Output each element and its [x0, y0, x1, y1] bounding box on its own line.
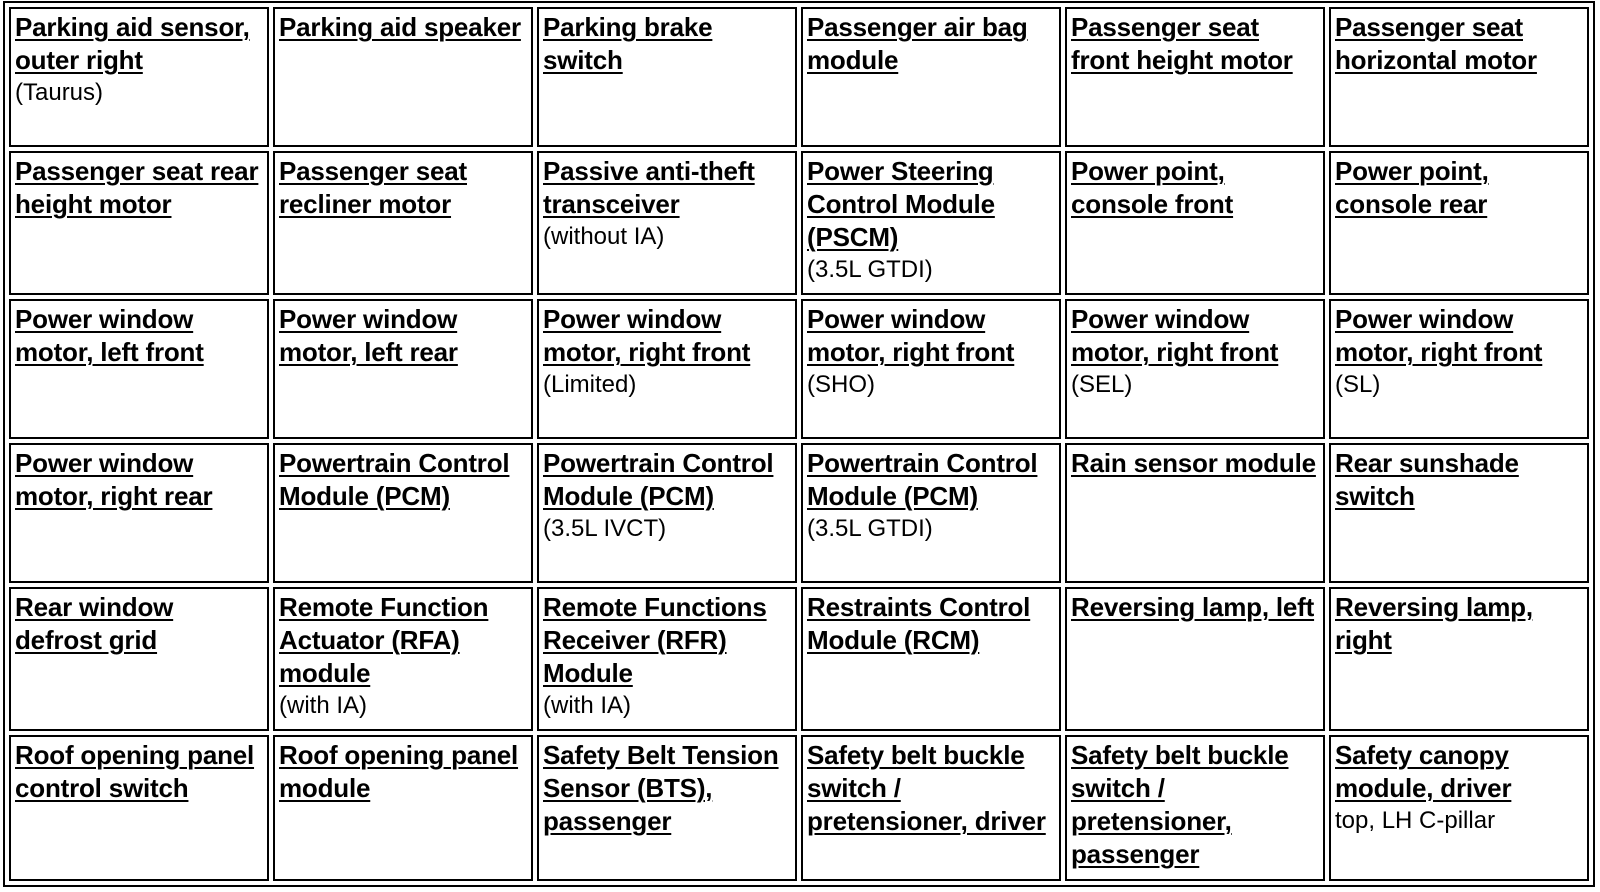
table-cell — [801, 151, 1061, 295]
table-row — [9, 7, 1589, 147]
table-cell — [537, 735, 797, 881]
table-cell — [801, 735, 1061, 881]
component-link[interactable]: Passenger seat front height motor — [1071, 12, 1293, 75]
component-link[interactable]: Rear window defrost grid — [15, 591, 174, 655]
component-note: (3.5L GTDI) — [807, 514, 933, 542]
table-cell — [1329, 443, 1589, 583]
component-link[interactable]: Safety Belt Tension Sensor (BTS), passenger — [543, 739, 779, 836]
table-row — [9, 735, 1589, 881]
table-cell — [537, 7, 797, 147]
component-link[interactable]: Powertrain Control Module (PCM) — [543, 447, 774, 511]
table-row — [9, 587, 1589, 731]
table-cell — [1065, 299, 1325, 439]
component-link[interactable]: Powertrain Control Module (PCM) — [279, 447, 510, 511]
component-link[interactable]: Power window motor, left front — [15, 303, 204, 367]
component-link[interactable]: Remote Function Actuator (RFA) module — [279, 591, 489, 688]
table-cell — [9, 443, 269, 583]
component-link[interactable]: Power window motor, right front — [1071, 303, 1279, 367]
component-link[interactable]: Safety canopy module, driver — [1335, 739, 1512, 803]
component-note: (3.5L GTDI) — [807, 255, 933, 283]
table-cell — [9, 299, 269, 439]
table-cell — [273, 7, 533, 147]
component-link[interactable]: Safety belt buckle switch / pretensioner, driver — [807, 739, 1046, 836]
table-cell — [537, 443, 797, 583]
component-link[interactable]: Passenger seat rear height motor — [15, 155, 259, 219]
component-note: top, LH C-pillar — [1335, 806, 1496, 834]
table-cell — [801, 299, 1061, 439]
component-link[interactable]: Power point, console front — [1071, 155, 1234, 219]
component-note: (Limited) — [543, 370, 637, 398]
table-row — [9, 151, 1589, 295]
component-link[interactable]: Parking brake switch — [543, 12, 713, 75]
component-link[interactable]: Roof opening panel control switch — [15, 739, 255, 803]
component-link[interactable]: Rear sunshade switch — [1335, 447, 1519, 511]
component-link[interactable]: Reversing lamp, right — [1335, 591, 1533, 655]
table-cell — [537, 151, 797, 295]
table-cell — [9, 7, 269, 147]
table-cell — [1329, 735, 1589, 881]
component-note: (SL) — [1335, 370, 1381, 398]
component-note: (Taurus) — [15, 79, 104, 106]
component-link[interactable]: Passenger air bag module — [807, 12, 1028, 75]
component-link[interactable]: Reversing lamp, left — [1071, 591, 1315, 622]
table-row — [9, 299, 1589, 439]
table-cell — [273, 299, 533, 439]
component-link[interactable]: Parking aid sensor, outer right — [15, 12, 250, 75]
component-link[interactable]: Power point, console rear — [1335, 155, 1489, 219]
component-note: (SHO) — [807, 370, 875, 398]
table-cell — [1329, 151, 1589, 295]
table-cell — [537, 299, 797, 439]
component-link[interactable]: Power window motor, right front — [1335, 303, 1543, 367]
table-cell — [1065, 7, 1325, 147]
table-cell — [801, 443, 1061, 583]
component-note: (3.5L IVCT) — [543, 514, 667, 542]
component-note: (SEL) — [1071, 370, 1133, 398]
component-link[interactable]: Restraints Control Module (RCM) — [807, 591, 1031, 655]
table-cell — [273, 735, 533, 881]
component-link[interactable]: Passenger seat recliner motor — [279, 155, 467, 219]
component-link[interactable]: Power window motor, left rear — [279, 303, 458, 367]
table-cell — [1065, 443, 1325, 583]
table-row — [9, 443, 1589, 583]
table-cell — [9, 735, 269, 881]
table-cell — [1329, 299, 1589, 439]
table-cell — [801, 7, 1061, 147]
component-link[interactable]: Powertrain Control Module (PCM) — [807, 447, 1038, 511]
component-link[interactable]: Remote Functions Receiver (RFR) Module — [543, 591, 767, 688]
component-note: (without IA) — [543, 222, 665, 250]
table-cell — [1065, 151, 1325, 295]
table-cell — [1329, 587, 1589, 731]
table-cell — [273, 443, 533, 583]
table-body — [9, 7, 1589, 881]
component-link[interactable]: Roof opening panel module — [279, 739, 519, 803]
component-link[interactable]: Rain sensor module — [1071, 447, 1316, 478]
table-cell — [537, 587, 797, 731]
component-location-table — [3, 1, 1595, 887]
component-link[interactable]: Power Steering Control Module (PSCM) — [807, 155, 995, 252]
table-cell — [1065, 587, 1325, 731]
table-cell — [9, 151, 269, 295]
table-cell — [1065, 735, 1325, 881]
table-cell — [273, 151, 533, 295]
component-link[interactable]: Safety belt buckle switch / pretensioner, passenger — [1071, 739, 1289, 869]
component-link[interactable]: Power window motor, right front — [543, 303, 751, 367]
table-cell — [801, 587, 1061, 731]
component-link[interactable]: Power window motor, right front — [807, 303, 1015, 367]
component-link[interactable]: Passenger seat horizontal motor — [1335, 12, 1537, 75]
component-note: (with IA) — [279, 691, 368, 719]
component-link[interactable]: Power window motor, right rear — [15, 447, 213, 511]
table-cell — [273, 587, 533, 731]
component-link[interactable]: Passive anti-theft transceiver — [543, 155, 755, 219]
component-note: (with IA) — [543, 691, 632, 719]
component-link[interactable]: Parking aid speaker — [279, 12, 521, 42]
table-cell — [1329, 7, 1589, 147]
table-cell — [9, 587, 269, 731]
